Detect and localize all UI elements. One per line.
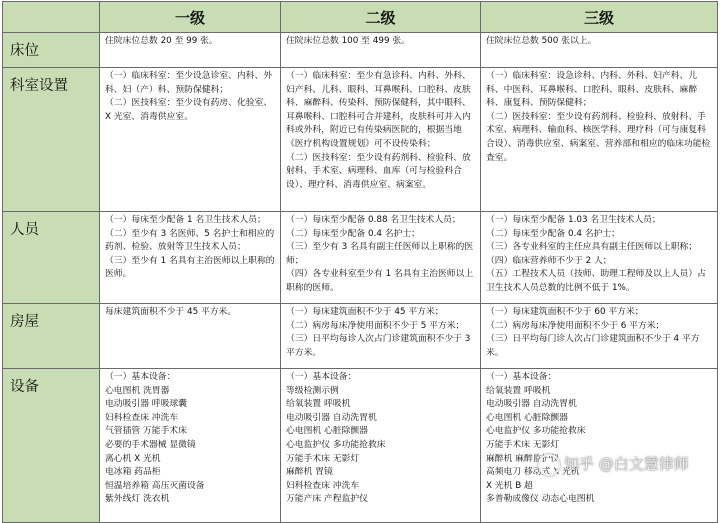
row-label-beds: 床位 [3,33,100,68]
cell-paragraph: 给氧装置 呼吸机 [286,399,351,410]
row-label-buildings: 房屋 [3,304,100,369]
cell-paragraph: （一）每床至少配备 1 名卫生技术人员； [105,215,266,225]
cell-grade-3 [481,212,718,304]
cell-paragraph: 万能手术床 无影灯 [286,453,360,464]
cell-paragraph: （一）每床至少配备 0.88 名卫生技术人员； [286,215,461,225]
cell-paragraph: （一）临床科室：至少设急诊室、内科、外科、妇（产）科、预防保健科； [105,71,273,95]
zhihu-watermark [538,453,689,476]
table-row [3,369,718,523]
cell-grade-2 [281,369,481,523]
cell-paragraph: 恒温培养箱 高压灭菌设备 [105,480,205,491]
cell-grade-3 [481,33,718,68]
cell-paragraph: （五）工程技术人员（技师、助理工程师及以上人员）占卫生技术人员总数的比例不低于 1%。 [486,269,706,293]
cell-paragraph: 妇科检查床 冲洗车 [286,480,360,491]
cell-paragraph: 心电监护仪 多功能抢救床 [486,426,586,437]
cell-grade-3 [481,369,718,523]
header-row [3,2,718,33]
cell-grade-2 [281,33,481,68]
cell-paragraph: （一）每床建筑面积不少于 45 平方米； [286,307,444,317]
cell-paragraph: （二）至少有 3 名医师、5 名护士和相应的药剂、检验、放射等卫生技术人员； [105,228,275,253]
cell-paragraph: 心电图机 洗胃器 [105,385,170,396]
cell-paragraph: 妇科检查床 冲洗车 [105,412,179,423]
cell-grade-1 [100,369,281,523]
cell-paragraph: （二）病房每床净使用面积不少于 5 平方米； [286,320,465,331]
cell-paragraph: 电动吸引器 自动洗胃机 [486,399,577,410]
cell-paragraph: 住院床位总数 500 张以上。 [486,36,597,46]
cell-paragraph: （二）每床至少配备 0.4 名护士； [286,228,420,239]
cell-paragraph: （一）每床至少配备 1.03 名卫生技术人员； [486,215,661,225]
cell-grade-3 [481,68,718,212]
zhihu-logo-icon [538,454,560,476]
cell-paragraph: 电冰箱 药品柜 [105,467,161,478]
cell-paragraph: 麻醉机 胃镜 [286,467,333,478]
watermark-text: 知乎 @白文慧律师 [564,455,689,473]
cell-paragraph: （四）临床营养师不少于 2 人； [486,255,612,266]
grade-3-header: 三级 [481,2,718,33]
cell-paragraph: （一）临床科室：设急诊科、内科、外科、妇产科、儿科、中医科、耳鼻喉科、口腔科、眼科、皮肤科、麻醉科、康复科、预防保健科； [486,71,698,109]
corner-header [3,2,100,33]
cell-paragraph: （二）医技科室：至少设有药剂科、检验科、放射科、手术室、病理科、血库（可与检验科合设）、理疗科、消毒供应室、病案室。 [286,152,471,190]
cell-paragraph: X 光机 B 超 [486,480,533,491]
cell-paragraph: 多普勒成像仪 动态心电图机 [486,494,595,505]
cell-paragraph: 住院床位总数 20 至 99 张。 [105,36,218,46]
row-label-staff: 人员 [3,212,100,304]
cell-paragraph: 高频电刀 移动式 X 光机 [486,467,580,478]
cell-paragraph: （二）医技科室：至少设有药房、化验室、X 光室、消毒供应室。 [105,98,273,122]
cell-paragraph: （一）基本设备： [486,372,557,382]
cell-paragraph: 必要的手术器械 显微镜 [105,439,196,450]
table-row [3,68,718,212]
cell-paragraph: 心电监护仪 多功能抢救床 [286,439,386,450]
cell-paragraph: 给氧装置 呼吸机 [486,385,551,396]
cell-grade-3 [481,304,718,369]
cell-grade-1 [100,212,281,304]
cell-paragraph: （三）各专业科室的主任应具有副主任医师以上职称； [486,242,698,253]
table-row [3,212,718,304]
cell-paragraph: （四）各专业科室至少有 1 名具有主治医师以上职称的医师。 [286,269,474,293]
cell-paragraph: （三）日平均每诊人次占门诊建筑面积不少于 3 平方米。 [286,334,471,358]
hospital-grade-table [2,1,718,523]
cell-paragraph: 电动吸引器 自动洗胃机 [286,412,377,423]
cell-paragraph: 心电图机 心脏除颤器 [286,426,368,437]
cell-paragraph: 每床建筑面积不少于 45 平方米。 [105,307,237,317]
cell-paragraph: （三）日平均每门诊人次占门诊建筑面积不少于 4 平方米。 [486,334,700,358]
cell-paragraph: 离心机 X 光机 [105,453,161,464]
table-row [3,33,718,68]
cell-paragraph: 等级检测示例 [286,385,339,396]
cell-grade-2 [281,212,481,304]
grade-2-header: 二级 [281,2,481,33]
cell-paragraph: （三）至少有 3 名具有副主任医师以上职称的医师； [286,242,474,266]
cell-paragraph: （二）每床至少配备 0.4 名护士； [486,228,620,239]
cell-paragraph: （一）基本设备： [286,372,357,382]
table-row [3,304,718,369]
cell-paragraph: （一）临床科室：至少有急诊科、内科、外科、妇产科、儿科、眼科、耳鼻喉科、口腔科、皮肤科、麻醉科、传染科、预防保健科，其中眼科、耳鼻喉科、口腔科可合并建科，皮肤科可并入内科或外科，附近已有传染病医院的，根据当地《医疗机构设置规划》可不设传染科； [286,71,471,149]
grade-1-header: 一级 [100,2,281,33]
cell-paragraph: 紫外线灯 洗衣机 [105,494,170,505]
cell-paragraph: 麻醉机 麻醉监护仪 [486,453,560,464]
cell-paragraph: 住院床位总数 100 至 499 张。 [286,36,410,46]
cell-grade-1 [100,304,281,369]
cell-paragraph: （二）医技科室：至少设有药剂科、检验科、放射科、手术室、病理科、输血科、核医学科、理疗科（可与康复科合设）、消毒供应室、病案室、营养部和相应的临床功能检查室。 [486,111,711,163]
cell-grade-1 [100,33,281,68]
cell-paragraph: 电动吸引器 呼吸球囊 [105,399,187,410]
cell-grade-1 [100,68,281,212]
cell-paragraph: （一）基本设备： [105,372,176,382]
cell-grade-2 [281,68,481,212]
row-label-equipment: 设备 [3,369,100,523]
cell-paragraph: 心电图机 心脏除颤器 [486,412,568,423]
cell-paragraph: （三）至少有 1 名具有主治医师以上职称的医师。 [105,255,275,280]
cell-paragraph: （一）每床建筑面积不少于 60 平方米； [486,307,644,317]
cell-paragraph: （二）病房每床净使用面积不少于 6 平方米； [486,320,665,331]
cell-grade-2 [281,304,481,369]
cell-paragraph: 气管插管 万能手术床 [105,426,187,437]
cell-paragraph: 万能手术床 无影灯 [486,439,560,450]
cell-paragraph: 万能产床 产程监护仪 [286,494,368,505]
row-label-departments: 科室设置 [3,68,100,212]
